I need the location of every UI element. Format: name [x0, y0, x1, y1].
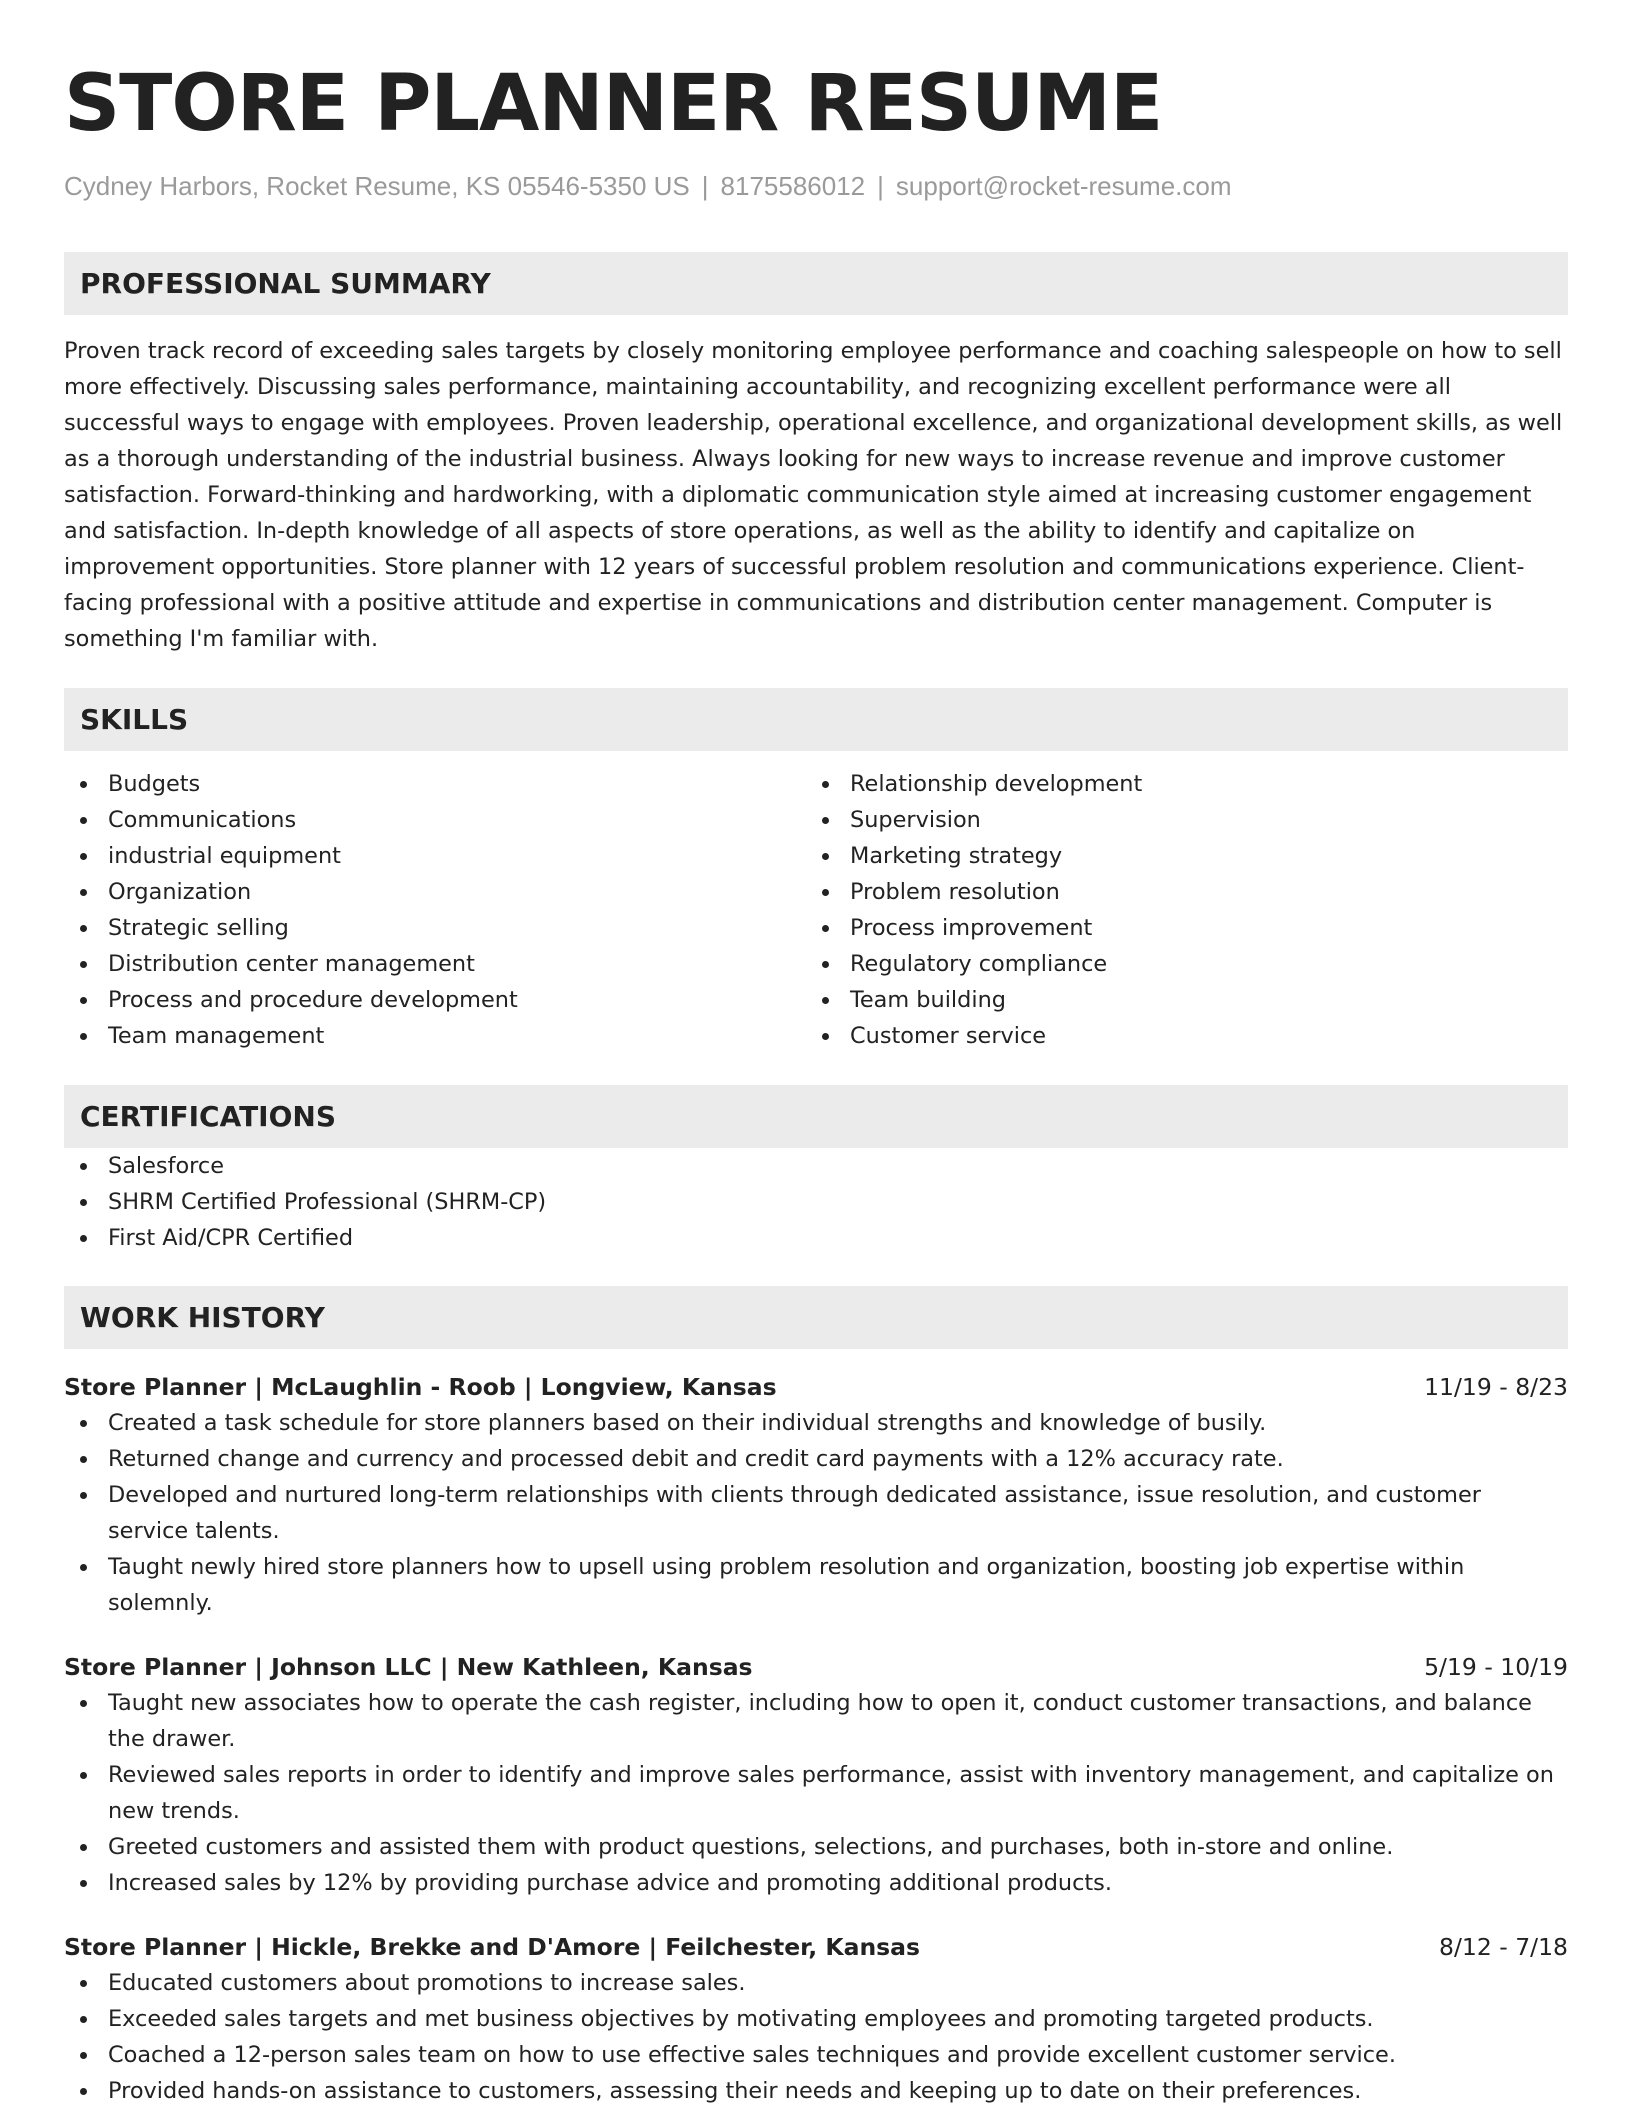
- job-header: [64, 1369, 1568, 1405]
- job-duty-item-text: Coached a 12-person sales team on how to use effective sales techniques and provide excellent customer service.: [108, 2042, 1396, 2068]
- bullet-dot-icon: [822, 997, 829, 1004]
- job-duty-item-text: Created a task schedule for store planners based on their individual strengths and knowledge of busily.: [108, 1410, 1267, 1436]
- job-dates: 8/12 - 7/18: [1439, 1933, 1568, 1961]
- skill-item-text: Team building: [850, 987, 1006, 1013]
- bullet-dot-icon: [822, 817, 829, 824]
- skill-item-text: Customer service: [850, 1023, 1047, 1049]
- certification-item: [64, 1148, 1568, 1184]
- skill-item-text: Supervision: [850, 807, 981, 833]
- skill-item: [806, 874, 1548, 910]
- certifications-list: [64, 1148, 1568, 1256]
- bullet-dot-icon: [80, 1456, 87, 1463]
- skill-item: [806, 1018, 1548, 1054]
- certification-item-text: SHRM Certified Professional (SHRM-CP): [108, 1189, 547, 1215]
- skill-item-text: Marketing strategy: [850, 843, 1063, 869]
- section-header-skills: SKILLS: [64, 688, 1568, 751]
- bullet-dot-icon: [80, 1844, 87, 1851]
- bullet-dot-icon: [80, 961, 87, 968]
- certification-item: [64, 1184, 1568, 1220]
- job-duty-item: [64, 1441, 1568, 1477]
- job-duty-item: [64, 2037, 1568, 2073]
- section-header-work-history: WORK HISTORY: [64, 1286, 1568, 1349]
- job-dates: 5/19 - 10/19: [1424, 1653, 1568, 1681]
- certification-item-text: Salesforce: [108, 1153, 224, 1179]
- bullet-dot-icon: [80, 781, 87, 788]
- contact-email: support@rocket-resume.com: [895, 171, 1232, 201]
- skill-item: [64, 838, 806, 874]
- bullet-dot-icon: [80, 997, 87, 1004]
- contact-phone: 8175586012: [720, 171, 866, 201]
- certification-item-text: First Aid/CPR Certified: [108, 1225, 354, 1251]
- job-duties-list: [64, 1965, 1568, 2109]
- skill-item: [806, 802, 1548, 838]
- job-title: Store Planner | Johnson LLC | New Kathleen, Kansas: [64, 1653, 753, 1681]
- job-duty-item: [64, 2073, 1568, 2109]
- job-duty-item: [64, 1549, 1568, 1621]
- bullet-dot-icon: [80, 925, 87, 932]
- job-duty-item: [64, 1477, 1568, 1549]
- bullet-dot-icon: [822, 853, 829, 860]
- work-history-list: [64, 1369, 1568, 2109]
- job-duty-item: [64, 1865, 1568, 1901]
- bullet-dot-icon: [80, 1980, 87, 1987]
- skills-grid: [64, 766, 1568, 1054]
- job-duty-item-text: Exceeded sales targets and met business objectives by motivating employees and promoting targeted products.: [108, 2006, 1374, 2032]
- skill-item: [64, 910, 806, 946]
- bullet-dot-icon: [80, 1235, 87, 1242]
- job-duty-item-text: Taught new associates how to operate the cash register, including how to open it, conduct customer transactions, and balance the drawer.: [108, 1690, 1532, 1752]
- section-header-summary: PROFESSIONAL SUMMARY: [64, 252, 1568, 315]
- skill-item-text: Distribution center management: [108, 951, 475, 977]
- job-duties-list: [64, 1405, 1568, 1621]
- bullet-dot-icon: [80, 889, 87, 896]
- contact-separator: |: [701, 171, 709, 201]
- summary-text: Proven track record of exceeding sales targets by closely monitoring employee performance and coaching salespeople on how to sell more effectively. Discussing sales performance, maintaining accountability, and recognizing excellent performance were all successful ways to engage with employees. Proven leadership, operational excellence, and organizational development skills, as well as a thorough understanding of the industrial business. Always looking for new ways to increase revenue and improve customer satisfaction. Forward-thinking and hardworking, with a diplomatic communication style aimed at increasing customer engagement and satisfaction. In-depth knowledge of all aspects of store operations, as well as the ability to identify and capitalize on improvement opportunities. Store planner with 12 years of successful problem resolution and communications experience. Client-facing professional with a positive attitude and expertise in communications and distribution center management. Computer is something I'm familiar with.: [64, 338, 1563, 652]
- skills-column-left: [64, 766, 806, 1054]
- contact-address: Cydney Harbors, Rocket Resume, KS 05546-5350 US: [64, 171, 690, 201]
- skill-item: [806, 946, 1548, 982]
- skill-item: [806, 910, 1548, 946]
- bullet-dot-icon: [80, 1163, 87, 1170]
- skill-item: [64, 982, 806, 1018]
- job-duty-item-text: Greeted customers and assisted them with product questions, selections, and purchases, both in-store and online.: [108, 1834, 1394, 1860]
- bullet-dot-icon: [80, 2052, 87, 2059]
- job-duty-item-text: Provided hands-on assistance to customers, assessing their needs and keeping up to date on their preferences.: [108, 2078, 1362, 2104]
- job-header: [64, 1929, 1568, 1965]
- skill-item: [64, 946, 806, 982]
- bullet-dot-icon: [80, 1420, 87, 1427]
- skills-list-right: [806, 766, 1548, 1054]
- skill-item: [64, 802, 806, 838]
- bullet-dot-icon: [822, 1033, 829, 1040]
- skill-item-text: Team management: [108, 1023, 325, 1049]
- skill-item-text: Communications: [108, 807, 297, 833]
- job-duties-list: [64, 1685, 1568, 1901]
- skill-item-text: Process improvement: [850, 915, 1093, 941]
- skill-item-text: Problem resolution: [850, 879, 1060, 905]
- job-title: Store Planner | McLaughlin - Roob | Longview, Kansas: [64, 1373, 777, 1401]
- skills-column-right: [806, 766, 1548, 1054]
- job-duty-item-text: Returned change and currency and processed debit and credit card payments with a 12% accuracy rate.: [108, 1446, 1284, 1472]
- skill-item-text: Budgets: [108, 771, 201, 797]
- bullet-dot-icon: [80, 1880, 87, 1887]
- bullet-dot-icon: [80, 1772, 87, 1779]
- skill-item: [806, 766, 1548, 802]
- skill-item-text: Strategic selling: [108, 915, 289, 941]
- job-entry: [64, 1649, 1568, 1901]
- job-duty-item-text: Educated customers about promotions to increase sales.: [108, 1970, 746, 1996]
- resume-page: [64, 56, 1568, 2109]
- section-header-certifications: CERTIFICATIONS: [64, 1085, 1568, 1148]
- bullet-dot-icon: [80, 1492, 87, 1499]
- bullet-dot-icon: [822, 961, 829, 968]
- bullet-dot-icon: [822, 925, 829, 932]
- skill-item: [64, 874, 806, 910]
- skill-item-text: Process and procedure development: [108, 987, 518, 1013]
- job-entry: [64, 1929, 1568, 2109]
- bullet-dot-icon: [80, 2088, 87, 2095]
- skill-item: [64, 766, 806, 802]
- job-duty-item: [64, 1965, 1568, 2001]
- job-header: [64, 1649, 1568, 1685]
- bullet-dot-icon: [822, 781, 829, 788]
- job-duty-item: [64, 1757, 1568, 1829]
- contact-line: [64, 168, 1568, 204]
- bullet-dot-icon: [80, 1564, 87, 1571]
- skill-item: [806, 838, 1548, 874]
- job-duty-item: [64, 1685, 1568, 1757]
- job-duty-item-text: Developed and nurtured long-term relationships with clients through dedicated assistance, issue resolution, and customer service talents.: [108, 1482, 1481, 1544]
- job-duty-item: [64, 1405, 1568, 1441]
- job-duty-item-text: Reviewed sales reports in order to identify and improve sales performance, assist with inventory management, and capitalize on new trends.: [108, 1762, 1554, 1824]
- skill-item-text: industrial equipment: [108, 843, 341, 869]
- job-duty-item-text: Taught newly hired store planners how to upsell using problem resolution and organization, boosting job expertise within solemnly.: [108, 1554, 1465, 1616]
- job-dates: 11/19 - 8/23: [1424, 1373, 1568, 1401]
- skill-item: [64, 1018, 806, 1054]
- certification-item: [64, 1220, 1568, 1256]
- job-duty-item: [64, 2001, 1568, 2037]
- bullet-dot-icon: [80, 1700, 87, 1707]
- bullet-dot-icon: [80, 1033, 87, 1040]
- bullet-dot-icon: [80, 817, 87, 824]
- bullet-dot-icon: [822, 889, 829, 896]
- job-duty-item-text: Increased sales by 12% by providing purchase advice and promoting additional products.: [108, 1870, 1112, 1896]
- job-duty-item: [64, 1829, 1568, 1865]
- bullet-dot-icon: [80, 2016, 87, 2023]
- skill-item-text: Regulatory compliance: [850, 951, 1108, 977]
- job-title: Store Planner | Hickle, Brekke and D'Amore | Feilchester, Kansas: [64, 1933, 921, 1961]
- job-entry: [64, 1369, 1568, 1621]
- skills-list-left: [64, 766, 806, 1054]
- skill-item-text: Relationship development: [850, 771, 1143, 797]
- contact-separator: |: [877, 171, 884, 201]
- resume-title: STORE PLANNER RESUME: [64, 59, 1163, 149]
- bullet-dot-icon: [80, 853, 87, 860]
- bullet-dot-icon: [80, 1199, 87, 1206]
- skill-item-text: Organization: [108, 879, 252, 905]
- skill-item: [806, 982, 1548, 1018]
